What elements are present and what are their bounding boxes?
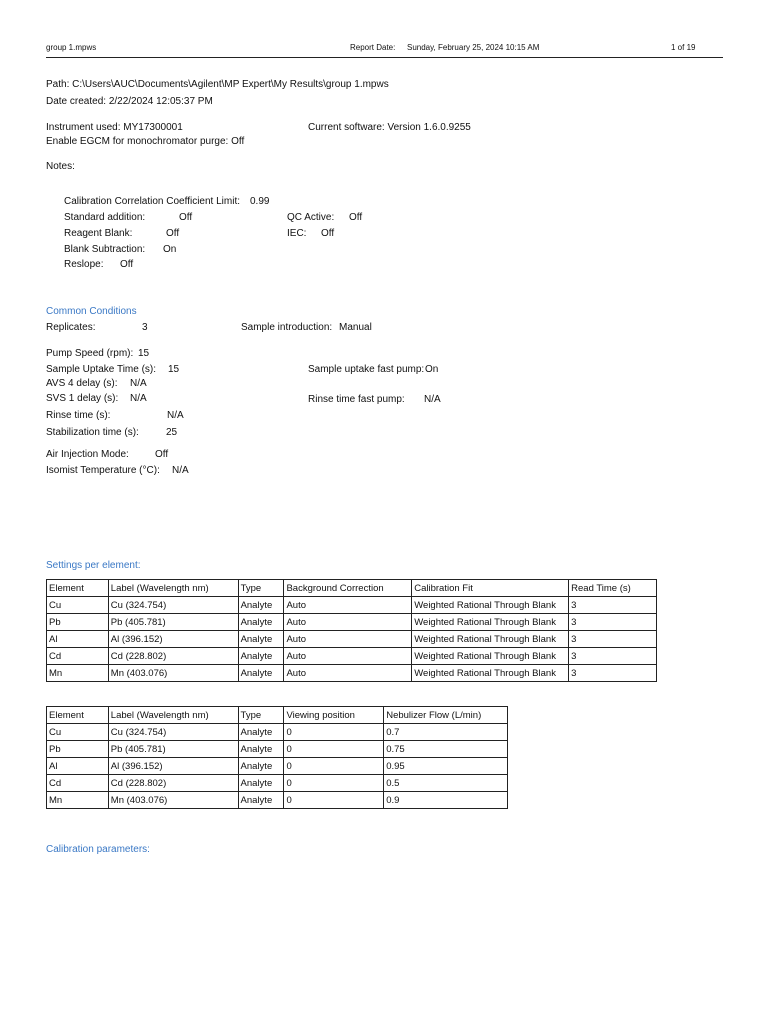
- table-cell: 0: [284, 775, 384, 792]
- settings-per-element-title: Settings per element:: [46, 560, 141, 571]
- table-cell: Cd (228.802): [108, 775, 238, 792]
- common-conditions-title: Common Conditions: [46, 306, 137, 317]
- header-divider: [46, 57, 723, 58]
- ccl-label: Calibration Correlation Coefficient Limit:: [64, 196, 241, 207]
- table-cell: Weighted Rational Through Blank: [412, 597, 569, 614]
- rinse-time-value: N/A: [167, 410, 184, 421]
- column-header: Calibration Fit: [412, 580, 569, 597]
- table-cell: Weighted Rational Through Blank: [412, 614, 569, 631]
- table-cell: Cu: [47, 597, 109, 614]
- column-header: Nebulizer Flow (L/min): [384, 707, 508, 724]
- table-header-row: [47, 580, 657, 597]
- stabilization-time-label: Stabilization time (s):: [46, 427, 139, 438]
- column-header: Viewing position: [284, 707, 384, 724]
- table-cell: Al (396.152): [108, 631, 238, 648]
- table-cell: 0.9: [384, 792, 508, 809]
- table-cell: Weighted Rational Through Blank: [412, 665, 569, 682]
- column-header: Label (Wavelength nm): [108, 707, 238, 724]
- table-cell: Auto: [284, 648, 412, 665]
- blank-subtraction-label: Blank Subtraction:: [64, 244, 146, 255]
- isomist-temperature-value: N/A: [172, 465, 189, 476]
- table-cell: 0.5: [384, 775, 508, 792]
- header-page-number: 1 of 19: [671, 43, 696, 52]
- reagent-blank-label: Reagent Blank:: [64, 228, 133, 239]
- rinse-fast-pump-label: Rinse time fast pump:: [308, 394, 405, 405]
- qc-active-value: Off: [349, 212, 363, 223]
- column-header: Read Time (s): [569, 580, 657, 597]
- nebulizer-settings-table: [46, 706, 508, 809]
- table-cell: Mn (403.076): [108, 665, 238, 682]
- table-cell: Analyte: [238, 758, 284, 775]
- table-cell: 3: [569, 665, 657, 682]
- header-report-date-label: Report Date:: [350, 43, 396, 52]
- table-cell: 0.75: [384, 741, 508, 758]
- table-cell: Pb: [47, 741, 109, 758]
- fast-pump-value: On: [425, 364, 439, 375]
- pump-speed-value: 15: [138, 348, 150, 359]
- air-injection-value: Off: [155, 449, 169, 460]
- column-header: Background Correction: [284, 580, 412, 597]
- table-cell: Analyte: [238, 665, 284, 682]
- stabilization-time-value: 25: [166, 427, 178, 438]
- column-header: Label (Wavelength nm): [108, 580, 238, 597]
- table-cell: 3: [569, 614, 657, 631]
- air-injection-label: Air Injection Mode:: [46, 449, 129, 460]
- table-cell: Analyte: [238, 775, 284, 792]
- reagent-blank-value: Off: [166, 228, 180, 239]
- table-cell: Cd: [47, 648, 109, 665]
- table-cell: Weighted Rational Through Blank: [412, 631, 569, 648]
- table-cell: Al: [47, 758, 109, 775]
- table-cell: 0: [284, 741, 384, 758]
- table-cell: 3: [569, 631, 657, 648]
- pump-speed-label: Pump Speed (rpm):: [46, 348, 134, 359]
- header-report-date: Sunday, February 25, 2024 10:15 AM: [407, 43, 540, 52]
- table-cell: Pb (405.781): [108, 741, 238, 758]
- table-cell: Auto: [284, 665, 412, 682]
- table-cell: Al: [47, 631, 109, 648]
- table-cell: 3: [569, 597, 657, 614]
- header-filename: group 1.mpws: [46, 43, 97, 52]
- replicates-value: 3: [142, 322, 148, 333]
- table-row: [47, 665, 657, 682]
- table-cell: Analyte: [238, 614, 284, 631]
- file-path: Path: C:\Users\AUC\Documents\Agilent\MP Expert\My Results\group 1.mpws: [46, 79, 389, 90]
- sample-uptake-time-value: 15: [168, 364, 180, 375]
- column-header: Element: [47, 707, 109, 724]
- table-cell: Auto: [284, 597, 412, 614]
- table-cell: Cu (324.754): [108, 597, 238, 614]
- iec-value: Off: [321, 228, 335, 239]
- fast-pump-label: Sample uptake fast pump:: [308, 364, 425, 375]
- replicates-label: Replicates:: [46, 322, 96, 333]
- table-cell: 0.7: [384, 724, 508, 741]
- table-cell: Auto: [284, 631, 412, 648]
- table-cell: Auto: [284, 614, 412, 631]
- notes-label: Notes:: [46, 161, 75, 172]
- table-cell: Al (396.152): [108, 758, 238, 775]
- calibration-parameters-title: Calibration parameters:: [46, 844, 150, 855]
- rinse-fast-pump-value: N/A: [424, 394, 441, 405]
- svs-delay-label: SVS 1 delay (s):: [46, 393, 119, 404]
- table-row: [47, 758, 508, 775]
- table-cell: Pb: [47, 614, 109, 631]
- table-cell: Weighted Rational Through Blank: [412, 648, 569, 665]
- table-cell: Analyte: [238, 724, 284, 741]
- avs-delay-value: N/A: [130, 378, 147, 389]
- table-cell: Analyte: [238, 648, 284, 665]
- reslope-label: Reslope:: [64, 259, 104, 270]
- table-row: [47, 648, 657, 665]
- table-cell: 0.95: [384, 758, 508, 775]
- std-addition-value: Off: [179, 212, 193, 223]
- table-cell: Mn: [47, 792, 109, 809]
- reslope-value: Off: [120, 259, 134, 270]
- table-cell: 0: [284, 758, 384, 775]
- isomist-temperature-label: Isomist Temperature (°C):: [46, 465, 160, 476]
- table-row: [47, 741, 508, 758]
- table-row: [47, 631, 657, 648]
- column-header: Type: [238, 707, 284, 724]
- table-row: [47, 724, 508, 741]
- column-header: Element: [47, 580, 109, 597]
- egcm-setting: Enable EGCM for monochromator purge: Off: [46, 136, 245, 147]
- column-header: Type: [238, 580, 284, 597]
- sample-introduction-value: Manual: [339, 322, 372, 333]
- table-cell: Cu (324.754): [108, 724, 238, 741]
- blank-subtraction-value: On: [163, 244, 177, 255]
- element-settings-table: [46, 579, 657, 682]
- table-row: [47, 792, 508, 809]
- table-cell: Cd (228.802): [108, 648, 238, 665]
- table-cell: Cu: [47, 724, 109, 741]
- table-cell: Cd: [47, 775, 109, 792]
- table-cell: 0: [284, 724, 384, 741]
- table-cell: Pb (405.781): [108, 614, 238, 631]
- table-row: [47, 597, 657, 614]
- sample-uptake-time-label: Sample Uptake Time (s):: [46, 364, 157, 375]
- table-cell: Mn (403.076): [108, 792, 238, 809]
- date-created: Date created: 2/22/2024 12:05:37 PM: [46, 96, 213, 107]
- avs-delay-label: AVS 4 delay (s):: [46, 378, 118, 389]
- table-row: [47, 775, 508, 792]
- table-cell: 0: [284, 792, 384, 809]
- table-cell: Mn: [47, 665, 109, 682]
- std-addition-label: Standard addition:: [64, 212, 146, 223]
- table-header-row: [47, 707, 508, 724]
- table-cell: Analyte: [238, 597, 284, 614]
- ccl-value: 0.99: [250, 196, 270, 207]
- current-software: Current software: Version 1.6.0.9255: [308, 122, 471, 133]
- table-cell: 3: [569, 648, 657, 665]
- sample-introduction-label: Sample introduction:: [241, 322, 333, 333]
- iec-label: IEC:: [287, 228, 307, 239]
- table-cell: Analyte: [238, 741, 284, 758]
- table-cell: Analyte: [238, 631, 284, 648]
- svs-delay-value: N/A: [130, 393, 147, 404]
- table-row: [47, 614, 657, 631]
- instrument-used: Instrument used: MY17300001: [46, 122, 183, 133]
- table-cell: Analyte: [238, 792, 284, 809]
- qc-active-label: QC Active:: [287, 212, 335, 223]
- rinse-time-label: Rinse time (s):: [46, 410, 111, 421]
